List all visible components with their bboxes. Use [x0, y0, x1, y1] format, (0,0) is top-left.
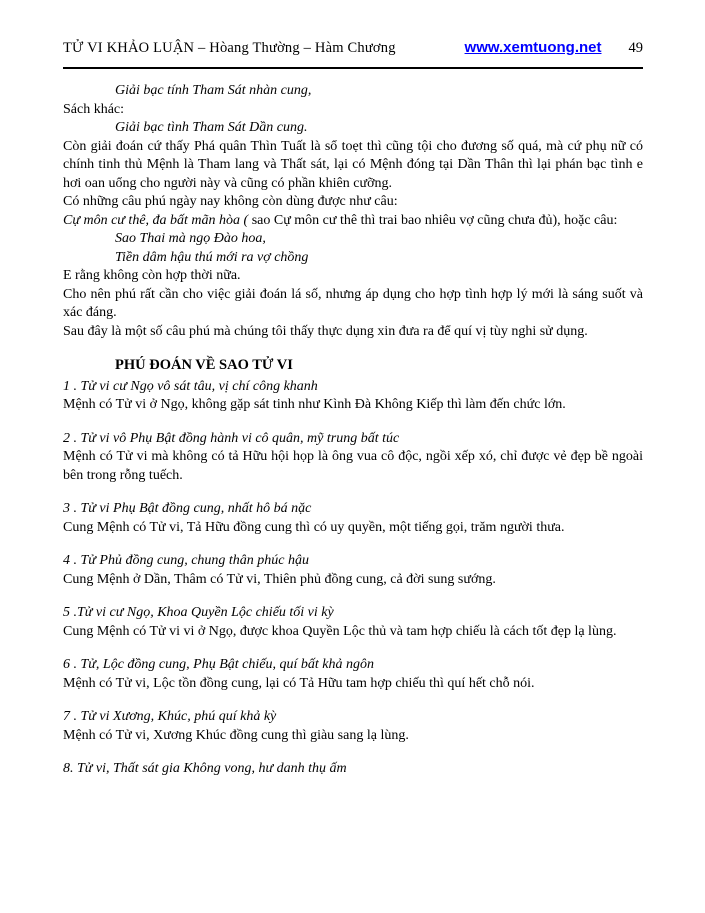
page-number: 49	[628, 40, 643, 56]
phu-section-body: Mệnh có Tử vi, Xương Khúc đồng cung thì giàu sang lạ lùng.	[63, 727, 409, 743]
phu-section-body: Mệnh có Tử vi mà không có tả Hữu hội họp là ông vua cô độc, ngồi xếp xó, chỉ được vẻ đẹp bề ngoài bên trong rỗng tuếch.	[63, 449, 643, 483]
phu-section	[63, 708, 643, 745]
phu-section-head: 6 . Tử, Lộc đồng cung, Phụ Bật chiếu, quí bất khả ngôn	[63, 657, 374, 672]
phu-section-body: Mệnh có Tử vi, Lộc tồn đồng cung, lại có Tả Hữu tam hợp chiếu thì quí hết chỗ nói.	[63, 675, 535, 691]
quote-line: Sao Thai mà ngọ Đào hoa,	[115, 231, 266, 246]
phu-quote-inline: Cự môn cư thê, đa bất mãn hòa (	[63, 212, 249, 228]
phu-section-head: 7 . Tử vi Xương, Khúc, phú quí khả kỳ	[63, 709, 277, 724]
phu-section	[63, 604, 643, 641]
phu-section-body: Mệnh có Tử vi ở Ngọ, không gặp sát tinh như Kình Đà Không Kiếp thì làm đến chức lớn.	[63, 397, 566, 412]
body-line: E rằng không còn hợp thời nữa.	[63, 268, 241, 283]
page-header	[63, 38, 643, 58]
header-title: TỬ VI KHẢO LUẬN – Hòang Thường – Hàm Chương	[63, 40, 396, 56]
phu-quote-explanation: sao Cự môn cư thê thì trai bao nhiêu vợ cũng chưa đủ), hoặc câu:	[248, 212, 618, 228]
phu-section-head: 2 . Tử vi vô Phụ Bật đồng hành vi cô quân, mỹ trung bất túc	[63, 430, 400, 446]
quote-line: Tiền dâm hậu thú mới ra vợ chồng	[115, 249, 309, 265]
page-content	[63, 82, 643, 779]
phu-section-head: 8. Tử vi, Thất sát gia Không vong, hư danh thụ ấm	[63, 761, 347, 776]
phu-section	[63, 552, 643, 589]
phu-section-body: Cung Mệnh có Tử vi vi ở Ngọ, được khoa Quyền Lộc thủ và tam hợp chiếu là cách tốt đẹp lạ lùng.	[63, 623, 617, 639]
body-line: Có những câu phú ngày nay không còn dùng được như câu:	[63, 194, 398, 209]
phu-section-body: Cung Mệnh ở Dần, Thâm có Tử vi, Thiên phủ đồng cung, cả đời sung sướng.	[63, 571, 496, 587]
phu-section-head: 3 . Tử vi Phụ Bật đồng cung, nhất hô bá nặc	[63, 501, 312, 516]
body-paragraph: Còn giải đoán cứ thấy Phá quân Thìn Tuất là sổ toẹt thì cũng tội cho đương số quá, mà cứ phụ nữ có chính tinh thủ Mệnh là Tham lang và Thất sát, lại có Mệnh đóng tại Dần Thân thì lại phán bạc tình e hơi oan uổng cho người này và cũng có phần khiên cưỡng.	[63, 138, 643, 191]
phu-section	[63, 760, 643, 779]
header-rule	[63, 67, 643, 69]
body-paragraph: Cho nên phú rất cần cho việc giải đoán lá số, nhưng áp dụng cho hợp tình hợp lý mới là sáng suốt và xác đáng.	[63, 286, 643, 320]
phu-section-body: Cung Mệnh có Tử vi, Tả Hữu đồng cung thì có uy quyền, một tiếng gọi, trăm người thưa.	[63, 519, 565, 535]
quote-line: Giải bạc tính Tham Sát nhàn cung,	[115, 83, 312, 98]
quote-line: Giải bạc tình Tham Sát Dần cung.	[115, 120, 308, 135]
phu-section-head: 4 . Tử Phủ đồng cung, chung thân phúc hậu	[63, 553, 310, 568]
body-line: Sau đây là một số câu phú mà chúng tôi thấy thực dụng xin đưa ra để quí vị tùy nghi sử dụng.	[63, 323, 588, 339]
phu-section	[63, 500, 643, 537]
body-paragraph-mixed	[63, 212, 643, 231]
header-link[interactable]: www.xemtuong.net	[464, 39, 602, 56]
phu-section	[63, 378, 643, 415]
body-line: Sách khác:	[63, 101, 125, 117]
phu-section-head: 1 . Tử vi cư Ngọ vô sát tâu, vị chí công khanh	[63, 378, 318, 394]
section-heading: PHÚ ĐOÁN VỀ SAO TỬ VI	[115, 357, 293, 373]
phu-section-head: 5 .Tử vi cư Ngọ, Khoa Quyền Lộc chiếu tối vi kỳ	[63, 605, 334, 620]
phu-section	[63, 656, 643, 693]
phu-section	[63, 430, 643, 486]
